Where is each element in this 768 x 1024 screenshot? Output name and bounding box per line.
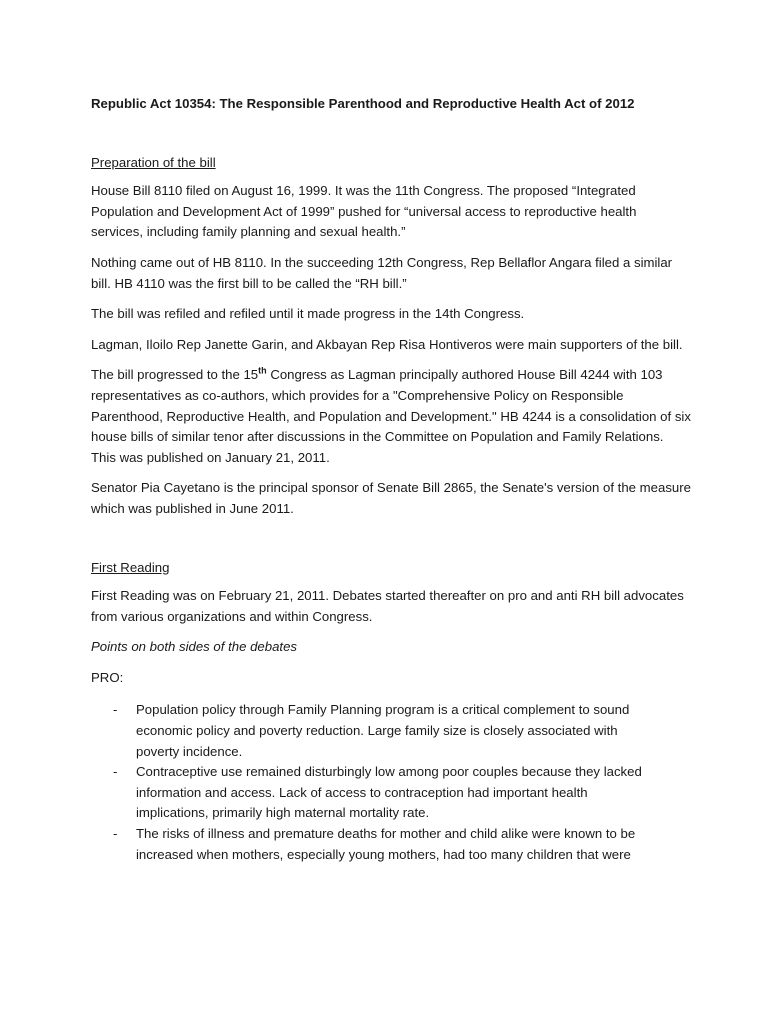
section-heading-first-reading: First Reading [91, 559, 170, 575]
dash-bullet: - [113, 764, 118, 780]
dash-bullet: - [113, 702, 118, 718]
list-item [91, 824, 691, 865]
list-item-text: Population policy through Family Planning program is a critical complement to sound economic policy and poverty reduction. Large family size is closely associated with poverty incidence. [136, 702, 630, 759]
pro-label: PRO: [91, 669, 124, 685]
dash-bullet: - [113, 826, 118, 842]
document-page [91, 94, 691, 865]
subheading-debate-points: Points on both sides of the debates [91, 639, 298, 655]
paragraph [91, 365, 691, 468]
list-item-text: The risks of illness and premature deaths for mother and child alike were known to be increased when mothers, especially young mothers, had too many children that were [136, 826, 636, 862]
section-heading-preparation: Preparation of the bill [91, 154, 216, 170]
paragraph: The bill was refiled and refiled until it made progress in the 14th Congress. [91, 306, 525, 322]
list-item [91, 700, 691, 762]
paragraph: Senator Pia Cayetano is the principal sponsor of Senate Bill 2865, the Senate's version of the measure which was published in June 2011. [91, 480, 691, 516]
paragraph: First Reading was on February 21, 2011. Debates started thereafter on pro and anti RH bill advocates from various organizations and within Congress. [91, 588, 684, 624]
paragraph-text: Congress as Lagman principally authored House Bill 4244 with 103 representatives as co-authors, which provides for a "Comprehensive Policy on Responsible Parenthood, Reproductive Health, and Population and Development." HB 4244 is a consolidation of six house bills of similar tenor after discussions in the Committee on Population and Family Relations. This was published on January 21, 2011. [91, 367, 691, 465]
paragraph: House Bill 8110 filed on August 16, 1999. It was the 11th Congress. The proposed “Integrated Population and Development Act of 1999” pushed for “universal access to reproductive health services, including family planning and sexual health.” [91, 183, 637, 240]
ordinal-superscript: th [258, 365, 267, 376]
list-item [91, 762, 691, 824]
paragraph-text: The bill progressed to the 15 [91, 367, 259, 383]
document-title: Republic Act 10354: The Responsible Parenthood and Reproductive Health Act of 2012 [91, 96, 635, 111]
pro-list [91, 700, 691, 865]
paragraph: Nothing came out of HB 8110. In the succeeding 12th Congress, Rep Bellaflor Angara filed a similar bill. HB 4110 was the first bill to be called the “RH bill.” [91, 254, 673, 291]
list-item-text: Contraceptive use remained disturbingly low among poor couples because they lacked information and access. Lack of access to contraception had important health implications, primarily high maternal mortality rate. [136, 764, 642, 821]
paragraph: Lagman, Iloilo Rep Janette Garin, and Akbayan Rep Risa Hontiveros were main supporters of the bill. [91, 336, 683, 352]
